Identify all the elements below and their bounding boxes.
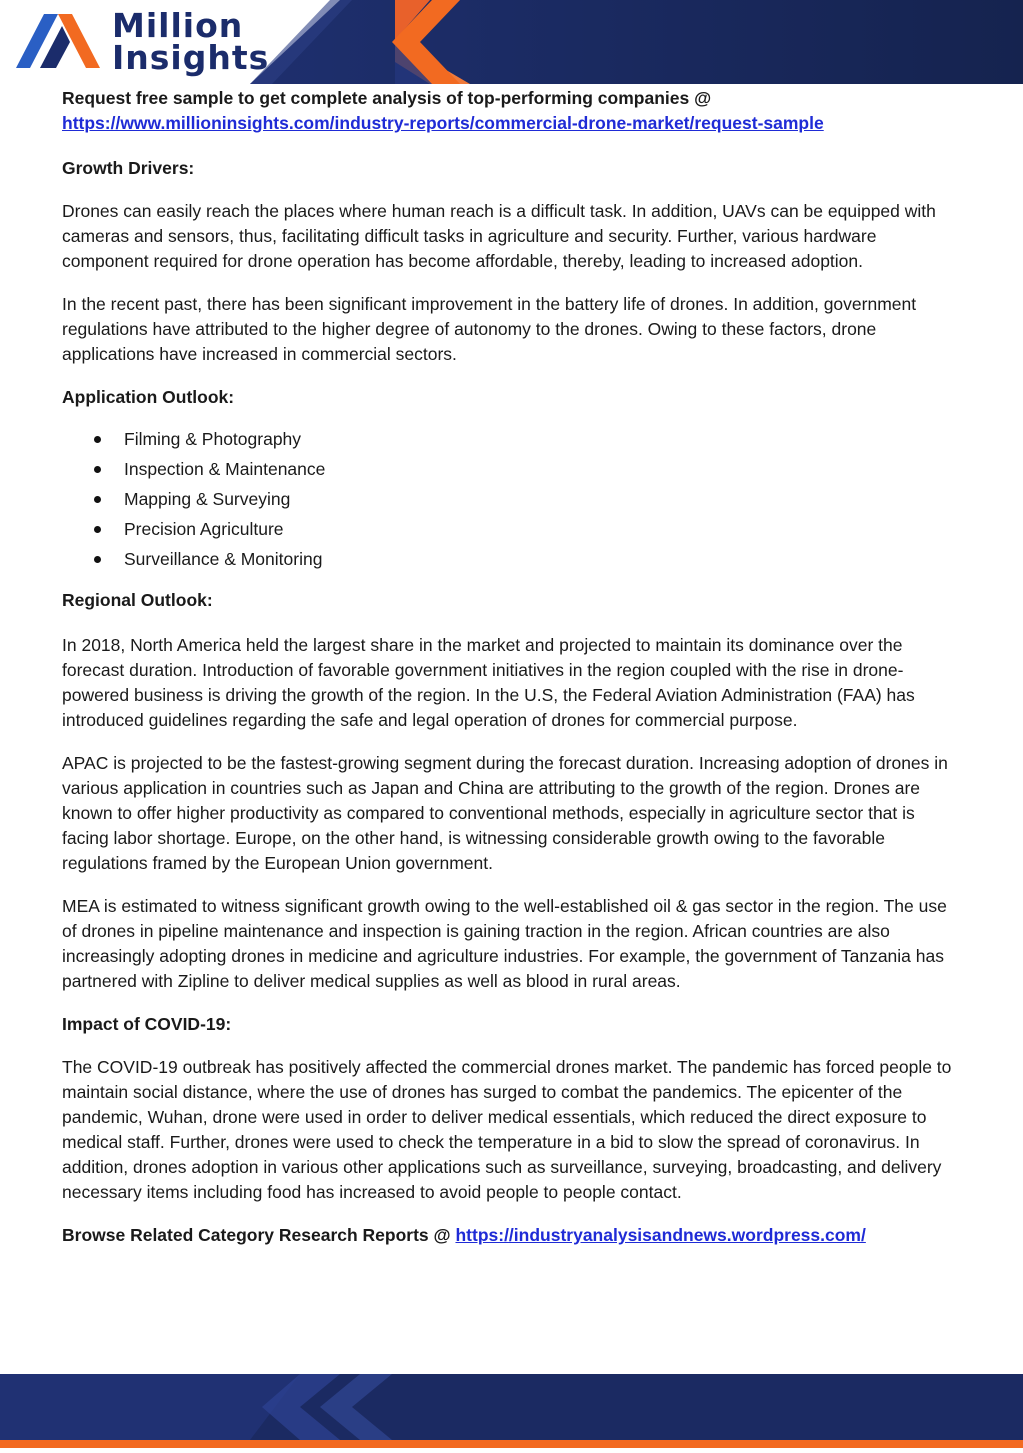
- logo-word-insights: Insights: [112, 38, 270, 77]
- growth-drivers-heading: Growth Drivers:: [62, 158, 195, 178]
- footer-banner: [0, 1374, 1023, 1448]
- document-body: [62, 86, 962, 1248]
- application-outlook-heading: Application Outlook:: [62, 387, 235, 407]
- header-banner: [0, 0, 1023, 84]
- growth-drivers-paragraph-1: Drones can easily reach the places where human reach is a difficult task. In addition, UAVs can be equipped with cameras and sensors, thus, facilitating difficult tasks in agriculture and security. Further, various hardware component required for drone operation has become affordable, thereby, leading to increased adoption.: [62, 201, 936, 271]
- list-item: Filming & Photography: [62, 424, 962, 454]
- covid-heading: Impact of COVID-19:: [62, 1014, 232, 1034]
- bullet-icon: [94, 436, 101, 443]
- covid-paragraph: The COVID-19 outbreak has positively affected the commercial drones market. The pandemic has forced people to maintain social distance, where the use of drones has surged to combat the pandemics. The epicenter of the pandemic, Wuhan, drone were used in order to deliver medical essentials, which reduced the direct exposure to medical staff. Further, drones were used to check the temperature in a bid to slow the spread of coronavirus. In addition, drones adoption in various other applications such as surveillance, surveying, broadcasting, and delivery necessary items including food has increased to avoid people to people contact.: [62, 1057, 952, 1202]
- regional-outlook-paragraph-2: APAC is projected to be the fastest-growing segment during the forecast duration. Increasing adoption of drones in various application in countries such as Japan and China are attributing to the growth of the region. Drones are known to offer higher productivity as compared to conventional methods, especially in agriculture sector that is facing labor shortage. Europe, on the other hand, is witnessing considerable growth owing to the favorable regulations framed by the European Union government.: [62, 753, 948, 873]
- request-sample-block: [62, 86, 962, 136]
- related-reports-text: Browse Related Category Research Reports @: [62, 1225, 451, 1245]
- logo-mark-icon: [10, 6, 106, 78]
- related-reports-line: [62, 1223, 962, 1248]
- list-item: Precision Agriculture: [62, 514, 962, 544]
- related-reports-link[interactable]: https://industryanalysisandnews.wordpress.com/: [455, 1225, 866, 1245]
- regional-outlook-paragraph-3: MEA is estimated to witness significant growth owing to the well-established oil & gas sector in the region. The use of drones in pipeline maintenance and inspection is gaining traction in the region. African countries are also increasingly adopting drones in medicine and agriculture industries. For example, the government of Tanzania has partnered with Zipline to deliver medical supplies as well as blood in rural areas.: [62, 896, 947, 991]
- bullet-icon: [94, 496, 101, 503]
- footer-decoration: [0, 1374, 1023, 1448]
- regional-outlook-paragraph-1: In 2018, North America held the largest share in the market and projected to maintain its dominance over the forecast duration. Introduction of favorable government initiatives in the region coupled with the rise in drone-powered business is driving the growth of the region. In the U.S, the Federal Aviation Administration (FAA) has introduced guidelines regarding the safe and legal operation of drones for commercial purpose.: [62, 635, 915, 730]
- request-sample-link[interactable]: https://www.millioninsights.com/industry-reports/commercial-drone-market/request-sample: [62, 113, 824, 133]
- list-item: Surveillance & Monitoring: [62, 544, 962, 574]
- bullet-icon: [94, 556, 101, 563]
- regional-outlook-heading: Regional Outlook:: [62, 590, 213, 610]
- million-insights-logo: [10, 6, 270, 78]
- list-item: Inspection & Maintenance: [62, 454, 962, 484]
- application-list: [62, 424, 962, 574]
- list-item: Mapping & Surveying: [62, 484, 962, 514]
- growth-drivers-paragraph-2: In the recent past, there has been significant improvement in the battery life of drones. In addition, government regulations have attributed to the higher degree of autonomy to the drones. Owing to these factors, drone applications have increased in commercial sectors.: [62, 294, 917, 364]
- logo-word-million: Million: [112, 6, 244, 45]
- bullet-icon: [94, 466, 101, 473]
- request-sample-text: Request free sample to get complete analysis of top-performing companies @: [62, 88, 712, 108]
- bullet-icon: [94, 526, 101, 533]
